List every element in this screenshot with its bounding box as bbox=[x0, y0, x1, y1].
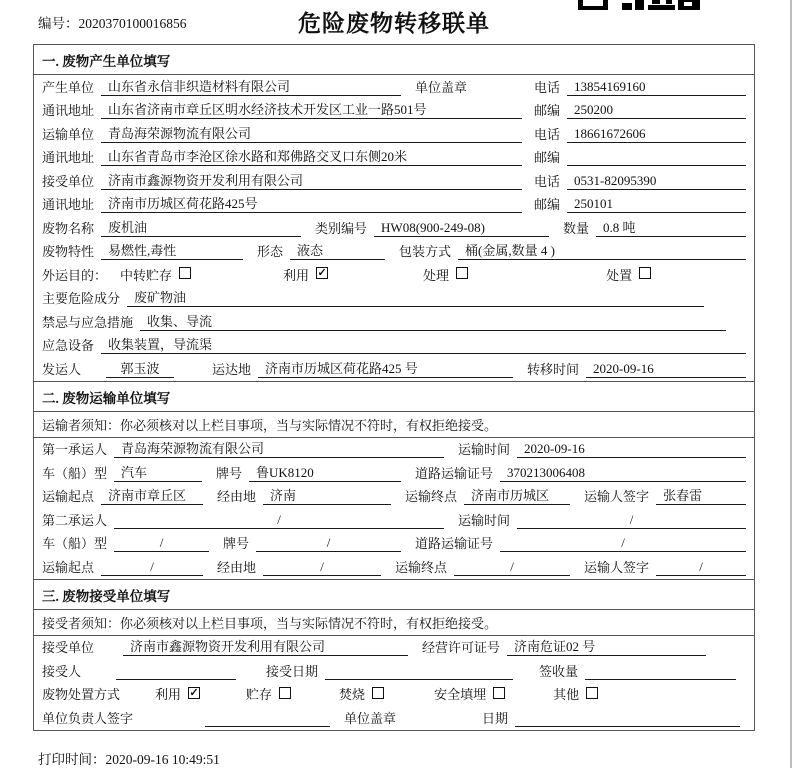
waste-name-value: 废机油 bbox=[101, 220, 301, 237]
carrier-sign-label: 运输人签字 bbox=[584, 489, 650, 504]
carrier-label: 第一承运人 bbox=[42, 442, 108, 457]
date-value bbox=[515, 710, 740, 727]
unit-seal-label: 单位盖章 bbox=[344, 710, 397, 726]
option-label: 利用 bbox=[155, 687, 182, 702]
phone-label: 电话 bbox=[534, 126, 561, 142]
option-label: 处理 bbox=[423, 267, 450, 283]
checkbox-icon bbox=[179, 267, 191, 279]
option-label: 中转贮存 bbox=[120, 267, 173, 283]
section3-notice: 接受者须知：你必须核对以上栏目事项，当与实际情况不符时，有权拒绝接受。 bbox=[34, 610, 754, 636]
producer-value: 山东省永信非织造材料有限公司 bbox=[101, 79, 401, 96]
row-waste-character bbox=[34, 240, 754, 264]
address-value: 山东省济南市章丘区明水经济技术开发区工业一路501号 bbox=[101, 102, 522, 119]
transfer-manifest-form bbox=[33, 44, 755, 731]
serial-label: 编号： bbox=[38, 16, 79, 31]
waste-name-label: 废物名称 bbox=[42, 220, 95, 236]
option-label: 贮存 bbox=[246, 687, 273, 702]
quantity-value: 0.8 吨 bbox=[596, 220, 746, 237]
receiver-value: 济南市鑫源物资开发利用有限公司 bbox=[101, 173, 522, 190]
print-time-value: 2020-09-16 10:49:51 bbox=[105, 752, 220, 767]
category-label: 类别编号 bbox=[315, 220, 368, 236]
checkbox-icon bbox=[316, 267, 328, 279]
checkbox-icon bbox=[188, 687, 200, 699]
transport-time-value: 2020-09-16 bbox=[517, 441, 746, 458]
transport-time-label: 运输时间 bbox=[458, 512, 511, 528]
carrier-value: / bbox=[114, 512, 444, 529]
purpose-label: 外运目的： bbox=[42, 267, 108, 283]
vehicle-type-label: 车（船）型 bbox=[42, 536, 108, 551]
option-label: 焚烧 bbox=[339, 687, 366, 702]
row-second-carrier bbox=[34, 508, 754, 532]
section2-notice: 运输者须知：你必须核对以上栏目事项，当与实际情况不符时，有权拒绝接受。 bbox=[34, 412, 754, 438]
date-label: 日期 bbox=[481, 710, 508, 726]
address-label: 通讯地址 bbox=[42, 197, 95, 212]
transporter-label: 运输单位 bbox=[42, 126, 95, 142]
row-producer bbox=[34, 75, 754, 99]
row-taboo-measures bbox=[34, 310, 754, 334]
qr-code-fragment-icon bbox=[578, 0, 700, 10]
end-label: 运输终点 bbox=[405, 489, 458, 504]
phone-label: 电话 bbox=[534, 173, 561, 189]
print-time-line bbox=[38, 748, 220, 768]
shipper-label: 发运人 bbox=[42, 361, 82, 377]
vehicle-type-value: / bbox=[114, 535, 209, 552]
row-head-signature bbox=[34, 706, 754, 730]
checkbox-icon bbox=[586, 687, 598, 699]
row-waste-name bbox=[34, 216, 754, 240]
section2-heading: 二. 废物运输单位填写 bbox=[34, 381, 754, 412]
category-value: HW08(900-249-08) bbox=[374, 220, 549, 237]
row-receiver-address bbox=[34, 193, 754, 217]
license-label: 经营许可证号 bbox=[422, 640, 501, 655]
row-receiver bbox=[34, 169, 754, 193]
form-label: 形态 bbox=[257, 244, 284, 259]
checkbox-icon bbox=[372, 687, 384, 699]
option-incinerate bbox=[339, 684, 384, 703]
row-acceptor bbox=[34, 659, 754, 683]
carrier-label: 第二承运人 bbox=[42, 512, 108, 528]
packing-label: 包装方式 bbox=[399, 244, 452, 259]
checkbox-icon bbox=[279, 687, 291, 699]
row-transfer-purpose bbox=[34, 263, 754, 287]
accept-unit-label: 接受单位 bbox=[42, 640, 95, 655]
received-qty-value bbox=[585, 663, 736, 680]
disposal-label: 废物处置方式 bbox=[42, 687, 121, 702]
accept-date-value bbox=[325, 663, 513, 680]
transfer-time-label: 转移时间 bbox=[527, 361, 580, 377]
end-value: / bbox=[454, 559, 570, 576]
row-route-2 bbox=[34, 555, 754, 579]
option-label: 利用 bbox=[283, 267, 310, 283]
unit-seal-label: 单位盖章 bbox=[415, 79, 468, 95]
carrier-value: 青岛海荣源物流有限公司 bbox=[114, 441, 444, 458]
phone-label: 电话 bbox=[534, 79, 561, 95]
zip-value: 250101 bbox=[567, 196, 746, 213]
option-store bbox=[246, 684, 291, 703]
equipment-label: 应急设备 bbox=[42, 338, 95, 353]
road-permit-label: 道路运输证号 bbox=[415, 536, 494, 551]
road-permit-label: 道路运输证号 bbox=[415, 465, 494, 481]
address-label: 通讯地址 bbox=[42, 150, 95, 165]
row-shipper bbox=[34, 357, 754, 381]
row-main-hazard bbox=[34, 287, 754, 311]
character-label: 废物特性 bbox=[42, 244, 95, 259]
plate-label: 牌号 bbox=[223, 536, 250, 551]
via-label: 经由地 bbox=[217, 489, 257, 504]
accept-date-label: 接受日期 bbox=[266, 663, 319, 679]
form-value: 液态 bbox=[290, 243, 385, 260]
row-vehicle-2 bbox=[34, 532, 754, 556]
row-first-carrier bbox=[34, 438, 754, 462]
via-label: 经由地 bbox=[217, 559, 257, 575]
destination-value: 济南市历城区荷花路425 号 bbox=[258, 361, 513, 378]
taboo-label: 禁忌与应急措施 bbox=[42, 314, 134, 330]
receiver-label: 接受单位 bbox=[42, 173, 95, 189]
origin-value: 济南市章丘区 bbox=[101, 488, 203, 505]
address-label: 通讯地址 bbox=[42, 103, 95, 118]
plate-value: 鲁UK8120 bbox=[249, 465, 401, 482]
option-utilize bbox=[283, 265, 328, 284]
zip-value bbox=[567, 149, 746, 166]
origin-value: / bbox=[101, 559, 203, 576]
zip-label: 邮编 bbox=[534, 150, 561, 165]
zip-label: 邮编 bbox=[534, 197, 561, 212]
license-value: 济南危证02 号 bbox=[507, 639, 706, 656]
section3-heading: 三. 废物接受单位填写 bbox=[34, 579, 754, 610]
transfer-time-value: 2020-09-16 bbox=[586, 361, 746, 378]
section1-heading: 一. 废物产生单位填写 bbox=[34, 45, 754, 75]
acceptor-label: 接受人 bbox=[42, 663, 82, 679]
row-transporter bbox=[34, 122, 754, 146]
via-value: / bbox=[263, 559, 381, 576]
road-permit-value: / bbox=[500, 535, 746, 552]
origin-label: 运输起点 bbox=[42, 559, 95, 575]
hazard-value: 废矿物油 bbox=[127, 290, 704, 307]
destination-label: 运达地 bbox=[212, 361, 252, 377]
plate-value: / bbox=[256, 535, 401, 552]
row-producer-address bbox=[34, 99, 754, 123]
origin-label: 运输起点 bbox=[42, 489, 95, 504]
transporter-value: 青岛海荣源物流有限公司 bbox=[101, 126, 522, 143]
quantity-label: 数量 bbox=[563, 220, 590, 236]
checkbox-icon bbox=[456, 267, 468, 279]
equipment-value: 收集装置，导流渠 bbox=[101, 337, 746, 354]
vehicle-type-value: 汽车 bbox=[114, 465, 202, 482]
phone-value: 0531-82095390 bbox=[567, 173, 746, 190]
checkbox-icon bbox=[639, 267, 651, 279]
transport-time-value: / bbox=[517, 512, 746, 529]
character-value: 易燃性,毒性 bbox=[101, 243, 243, 260]
accept-unit-value: 济南市鑫源物资开发利用有限公司 bbox=[123, 639, 408, 656]
option-dispose bbox=[606, 265, 651, 284]
option-label: 安全填埋 bbox=[434, 687, 487, 702]
row-vehicle-1 bbox=[34, 461, 754, 485]
option-label: 处置 bbox=[606, 267, 633, 283]
head-sign-label: 单位负责人签字 bbox=[42, 710, 134, 726]
vehicle-type-label: 车（船）型 bbox=[42, 465, 108, 481]
row-route-1 bbox=[34, 485, 754, 509]
plate-label: 牌号 bbox=[216, 465, 243, 481]
address-value: 济南市历城区荷花路425号 bbox=[101, 196, 522, 213]
option-other bbox=[553, 684, 598, 703]
address-value: 山东省青岛市李沧区徐水路和郑佛路交叉口东侧20米 bbox=[101, 149, 522, 166]
producer-label: 产生单位 bbox=[42, 79, 95, 95]
transport-time-label: 运输时间 bbox=[458, 442, 511, 457]
page-right-edge bbox=[790, 0, 792, 768]
head-sign-value bbox=[205, 710, 330, 727]
acceptor-value bbox=[116, 663, 236, 680]
zip-value: 250200 bbox=[567, 102, 746, 119]
row-disposal-method bbox=[34, 683, 754, 707]
carrier-sign-value: / bbox=[656, 559, 746, 576]
print-time-label: 打印时间： bbox=[38, 752, 106, 767]
end-value: 济南市历城区 bbox=[464, 488, 570, 505]
via-value: 济南 bbox=[263, 488, 391, 505]
end-label: 运输终点 bbox=[395, 559, 448, 575]
option-label: 其他 bbox=[553, 687, 580, 702]
packing-value: 桶(金属,数量 4 ) bbox=[458, 243, 746, 260]
option-utilize bbox=[155, 684, 200, 703]
carrier-sign-label: 运输人签字 bbox=[584, 559, 650, 575]
serial-value: 2020370100016856 bbox=[78, 16, 187, 31]
row-transporter-address bbox=[34, 146, 754, 170]
carrier-sign-value: 张春雷 bbox=[656, 488, 746, 505]
phone-value: 13854169160 bbox=[567, 79, 746, 96]
option-transit-storage bbox=[120, 265, 191, 284]
option-treat bbox=[423, 265, 468, 284]
zip-label: 邮编 bbox=[534, 103, 561, 118]
shipper-value: 郭玉波 bbox=[106, 361, 174, 378]
row-emergency-equipment bbox=[34, 334, 754, 358]
road-permit-value: 370213006408 bbox=[500, 465, 746, 482]
phone-value: 18661672606 bbox=[567, 126, 746, 143]
option-landfill bbox=[434, 684, 505, 703]
row-accept-unit bbox=[34, 636, 754, 660]
hazard-label: 主要危险成分 bbox=[42, 291, 121, 306]
received-qty-label: 签收量 bbox=[539, 663, 579, 679]
taboo-value: 收集、导流 bbox=[140, 314, 726, 331]
page-title: 危险废物转移联单 bbox=[298, 11, 490, 36]
checkbox-icon bbox=[493, 687, 505, 699]
